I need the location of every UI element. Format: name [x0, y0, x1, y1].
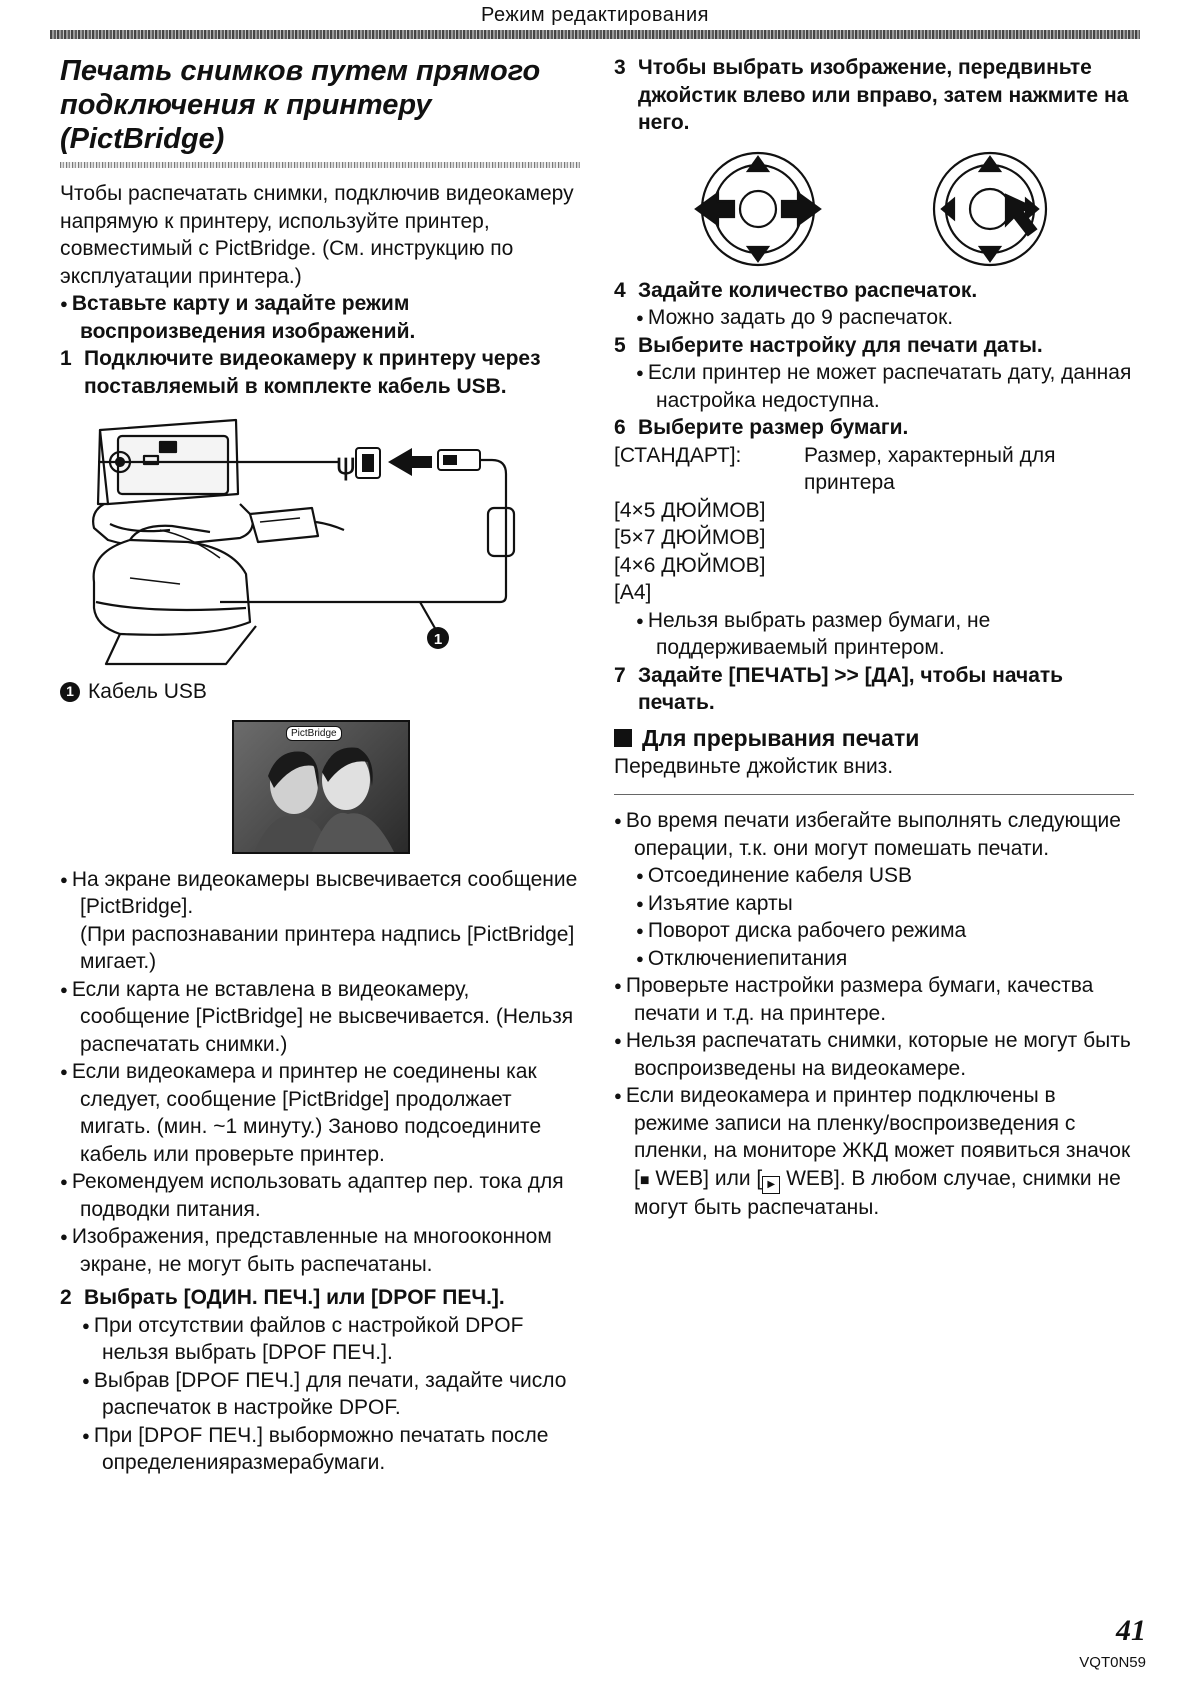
document-code: VQT0N59: [1079, 1654, 1146, 1671]
step-number: 6: [614, 416, 626, 439]
step-text: Чтобы выбрать изображение, передвиньте джойстик влево или вправо, затем нажмите на него.: [638, 56, 1129, 134]
step-number: 7: [614, 663, 626, 687]
step-text: Задайте [ПЕЧАТЬ] >> [ДА], чтобы начать печать.: [638, 663, 1064, 714]
caution-sub-item: ● Отключениепитания: [614, 945, 1134, 973]
prep-instruction: ● Вставьте карту и задайте режим воспроизведения изображений.: [60, 290, 580, 345]
title-line-2: подключения к принтеру: [60, 89, 432, 121]
paper-size-value: Размер, характерный для принтера: [804, 443, 1056, 494]
paper-size-row: [614, 524, 1134, 552]
paper-size-key: [A4]: [614, 581, 652, 604]
step-number: 1: [60, 347, 72, 370]
step-4-note: ● Можно задать до 9 распечаток.: [614, 304, 1134, 332]
paper-size-key: [СТАНДАРТ]:: [614, 443, 742, 467]
joystick-press-icon: [934, 153, 1046, 265]
title-rule: [60, 162, 580, 168]
step-4: [614, 277, 1134, 305]
caution-item: ● Во время печати избегайте выполнять следующие операции, т.к. они могут помешать печати.: [614, 807, 1134, 862]
title-line-3: (PictBridge): [60, 123, 225, 155]
step-number: 5: [614, 333, 626, 357]
paper-size-row: [614, 579, 1134, 607]
note-item: ● На экране видеокамеры высвечивается сообщение [PictBridge].: [60, 866, 580, 921]
right-column: [614, 54, 1134, 1222]
title-line-1: Печать снимков путем прямого: [60, 55, 541, 87]
note-item: ● Если карта не вставлена в видеокамеру, сообщение [PictBridge] не высвечивается. (Нельзя распечатать снимки.): [60, 976, 580, 1059]
caution-item: ● Нельзя распечатать снимки, которые не могут быть воспроизведены на видеокамере.: [614, 1027, 1134, 1082]
step-text: Выберите размер бумаги.: [638, 416, 909, 439]
step-1: [60, 345, 580, 400]
step-2-note: ● При [DPOF ПЕЧ.] выборможно печатать после определенияразмерабумаги.: [60, 1422, 580, 1477]
callout-number: 1: [433, 631, 443, 648]
step-text: Задайте количество распечаток.: [638, 278, 978, 302]
paper-size-key: [4×6 ДЮЙМОВ]: [614, 553, 766, 577]
connection-illustration: [60, 412, 580, 674]
note-item: ● Если видеокамера и принтер не соединены как следует, сообщение [PictBridge] продолжает мигать. (мин. ~1 минуту.) Заново подсоедините кабель или проверьте принтер.: [60, 1058, 580, 1168]
caption-text: Кабель USB: [88, 680, 207, 703]
figure-caption: [60, 678, 580, 706]
page-number: 41: [1116, 1614, 1146, 1647]
camcorder-drawing: [93, 420, 253, 546]
interrupt-title: Для прерывания печати: [642, 724, 920, 751]
caution-item-web: [614, 1082, 1134, 1222]
step-2: [60, 1284, 580, 1312]
step-text: Выберите настройку для печати даты.: [638, 333, 1043, 357]
step-text: Выбрать [ОДИН. ПЕЧ.] или [DPOF ПЕЧ.].: [84, 1286, 505, 1309]
step-2-note: ● При отсутствии файлов с настройкой DPOF нельзя выбрать [DPOF ПЕЧ.].: [60, 1312, 580, 1367]
insert-arrow-icon: [388, 448, 432, 476]
intro-text: Чтобы распечатать снимки, подключив видеокамеру напрямую к принтеру, используйте принтер, совместимый с PictBridge. (См. инструкцию по эксплуатации принтера.): [60, 182, 574, 288]
movie-camera-icon: ■: [639, 1171, 650, 1189]
joystick-diagrams: [614, 145, 1134, 273]
joystick-left-right-icon: [696, 153, 820, 265]
pictbridge-badge: PictBridge: [286, 726, 342, 741]
section-header: Режим редактирования: [481, 4, 709, 26]
caution-item: ● Проверьте настройки размера бумаги, качества печати и т.д. на принтере.: [614, 972, 1134, 1027]
caution-sub-item: ● Отсоединение кабеля USB: [614, 862, 1134, 890]
step-6: [614, 414, 1134, 442]
printer-drawing: [94, 526, 256, 664]
note-item-continuation: (При распознавании принтера надпись [PictBridge] мигает.): [80, 922, 575, 973]
caution-sub-item: ● Поворот диска рабочего режима: [614, 917, 1134, 945]
svg-text:ψ: ψ: [336, 447, 356, 482]
step-number: 3: [614, 56, 626, 79]
paper-size-key: [5×7 ДЮЙМОВ]: [614, 526, 766, 549]
note-item: ● Рекомендуем использовать адаптер пер. тока для подводки питания.: [60, 1168, 580, 1223]
paper-size-row: [614, 497, 1134, 525]
step-6-note: ● Нельзя выбрать размер бумаги, не поддерживаемый принтером.: [614, 607, 1134, 662]
lcd-screen-photo: [232, 720, 410, 854]
caution-text-part1: Если видеокамера и принтер подключены в режиме записи на пленку/воспроизведения с пленки, на мониторе ЖКД может появиться значок [: [625, 1084, 1131, 1190]
usb-plug-drawing: [438, 450, 480, 470]
step-2-note: ● Выбрав [DPOF ПЕЧ.] для печати, задайте число распечаток в настройке DPOF.: [60, 1367, 580, 1422]
playback-icon: ▶: [762, 1176, 780, 1194]
step-number: 2: [60, 1286, 72, 1309]
caution-sub-item: ● Изъятие карты: [614, 890, 1134, 918]
divider: [614, 794, 1134, 795]
ac-adapter-drawing: [250, 508, 344, 542]
photo-people-drawing: [234, 722, 408, 852]
step-5: [614, 332, 1134, 360]
usb-symbol-icon: [336, 447, 380, 482]
step-7: [614, 662, 1134, 717]
step-text: Подключите видеокамеру к принтеру через поставляемый в комплекте кабель USB.: [84, 347, 541, 398]
interrupt-text: Передвиньте джойстик вниз.: [614, 754, 894, 778]
header-bar: [50, 30, 1140, 39]
step-5-note: ● Если принтер не может распечатать дату, данная настройка недоступна.: [614, 359, 1134, 414]
interrupt-heading: [614, 723, 1134, 753]
caution-text-part3: WEB]. В любом случае, снимки не могут быть распечатаны.: [634, 1166, 1121, 1219]
step-3: [614, 54, 1134, 137]
paper-size-row: [614, 442, 1134, 497]
paper-size-key: [4×5 ДЮЙМОВ]: [614, 498, 766, 522]
caption-badge: 1: [60, 682, 80, 702]
page-header: [0, 0, 1190, 40]
page-title: [60, 54, 580, 156]
callout-badge: [427, 627, 449, 649]
step-number: 4: [614, 278, 626, 302]
note-item: ● Изображения, представленные на многооконном экране, не могут быть распечатаны.: [60, 1223, 580, 1278]
left-column: [60, 54, 580, 1477]
square-bullet-icon: [614, 729, 632, 747]
caution-text-part2: WEB] или [: [649, 1166, 763, 1190]
paper-size-row: [614, 552, 1134, 580]
